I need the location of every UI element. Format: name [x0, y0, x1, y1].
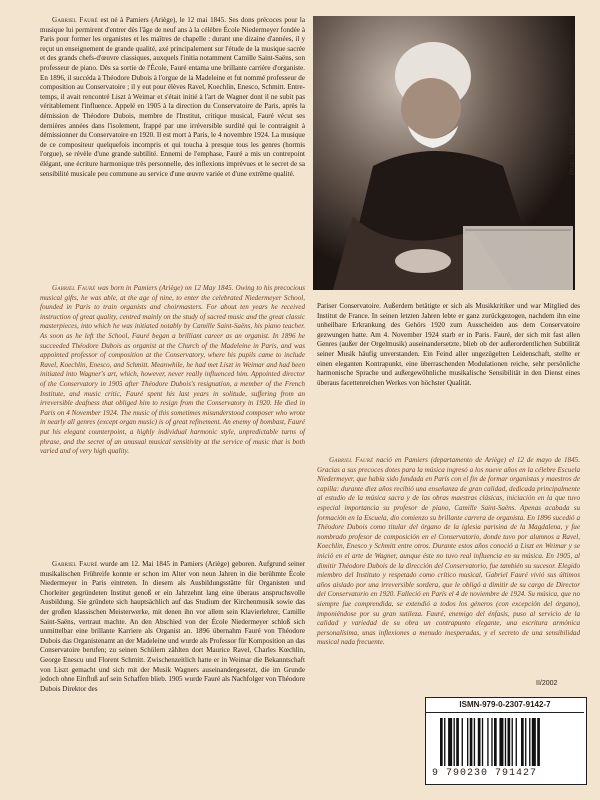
barcode-bar	[474, 718, 475, 766]
barcode-bar	[467, 718, 468, 766]
barcode-bar	[505, 718, 506, 766]
barcode-label	[425, 697, 587, 785]
barcode-bars	[440, 718, 572, 766]
barcode-bar	[521, 718, 524, 766]
biography-english-text: was born in Pamiers (Ariège) on 12 May 1845. Owing to his precocious musical gifts, he was able, at the age of nine, to enter the celebrated Niedermeyer School, founded in Paris to train organists and choirmasters. For about ten years he received instruction of great quality, centred mainly on the study of sacred music and the great classic masterpieces, into which he was initiated notably by Camille Saint-Saëns, his piano teacher. As soon as he left the School, Fauré began a brilliant career as an organist. In 1896 he succeeded Théodore Dubois as organist at the Church of the Madeleine in Paris, and was appointed professor of composition at the Conservatory, where his pupils came to include Ravel, Koechlin, Enesco, and Schmitt. Meanwhile, he had met Liszt in Weimar and had been initiated into Wagner's art, which, however, never really influenced him. Appointed director of the Conservatory in 1905 after Théodore Dubois's resignation, a member of the French Institute, and music critic, Fauré spent his last years in solitude, suffering from an irreversible deafness that obliged him to resign from the Conservatory in 1920. He died in Paris on 4 November 1924. The music of this sometimes misunderstood composer who wrote in nearly all genres (except organ music) is of great refinement. An enemy of bombast, Fauré put his elegant counterpoint, a highly individual harmonic style, unpredictable turns of phrase, and the secret of an unusual musical sensitivity at the service of music that is both varied and of very high quality.	[40, 284, 306, 456]
biography-spanish-text: nació en Pamiers (departamento de Ariège) el 12 de mayo de 1845. Gracias a sus precoces dotes para la música ingresó a los nueve años en la célebre Escuela Niedermeyer, que había sido fundada en París con el fin de formar organistas y maestros de capilla: durante diez años recibió una enseñanza de gran calidad, dedicada principalmente al estudio de la música sacra y de las obras maestras clásicas, iniciación en la que tuvo especial importancia su profesor de piano, Camille Saint-Saëns. Apenas acabada su formación en la Escuela, dio comienzo su brillante carrera de organista. En 1896 sucedió a Théodore Dubois como titular del órgano de la iglesia parisina de la Magdalena, y fue nombrado profesor de composición en el Conservatorio, donde tuvo por alumnos a Ravel, Koechlin, Enesco y Schmitt entre otros. Durante estos años conoció a Liszt en Weimar y se inició en el arte de Wagner, aunque éste no tuvo real influencia en su música. En 1905, al dimitir Théodore Dubois de la dirección del Conservatorio, fue también su sucesor. Elegido miembro del Instituto y respetado como crítico musical, Gabriel Fauré vivió sus últimos años aislado por una irreversible sordera, que le obligó a dimitir de su cargo de Director del Conservatorio en 1920. Falleció en París el 4 de noviembre de 1924. Su música, que no siempre fue comprendida, se extendió a todos los géneros (con excepción del órgano), imponiéndose por su gran sutileza. Fauré, enemigo del énfasis, puso al servicio de la calidad y variedad de su obra un contrapunto elegante, una escritura armónica personalísima, unas inflexiones a menudo inesperadas, y el secreto de una sensibilidad musical nada frecuente.	[317, 456, 580, 647]
barcode-bar	[440, 718, 443, 766]
barcode-bar	[512, 718, 513, 766]
barcode-bar	[478, 718, 481, 766]
composer-name-en: Gabriel Fauré	[52, 284, 96, 292]
biography-german-text: wurde am 12. Mai 1845 in Pamiers (Ariège) geboren. Aufgrund seiner musikalischen Frühreife konnte er schon im Alter von neun Jahren in die berühmte École Niedermeyer in Paris eintreten. In diesem als Ausbildungsstätte für Organisten und Chorleiter gegründeten Institut genoß er ein Jahrzehnt lang eine überaus anspruchsvolle Ausbildung. Sie gründete sich hauptsächlich auf das Studium der Kirchenmusik sowie das der großen klassischen Meisterwerke, mit denen ihn vor allem sein Klavierlehrer, Camille Saint-Saëns, vertraut machte. An den Abschied von der École Niedermeyer schloß sich unmittelbar eine brillante Karriere als Organist an. 1896 übernahm Fauré von Théodore Dubois das Organistenamt an der Madeleine und wurde als Professor für Komposition an das Conservatoire berufen; zu seinen Schülern zählten dort Maurice Ravel, Charles Kœchlin, George Enescu und Florent Schmitt. Zwischenzeitlich hatte er in Weimar die Bekanntschaft von Liszt gemacht und sich mit der Musik Wagners auseinandergesetzt, die im Grunde jedoch ohne Einfluß auf sein Schaffen blieb. 1905 wurde Fauré als Nachfolger von Théodore Dubois Direktor des	[40, 560, 305, 693]
barcode-bar	[491, 718, 492, 766]
barcode-bar	[487, 718, 488, 766]
biography-german	[40, 560, 305, 694]
photo-credit: Photo : Meliani Lodtec	[570, 115, 576, 175]
barcode-bar	[508, 718, 511, 766]
composer-name-fr: Gabriel Fauré	[52, 16, 98, 24]
barcode-bar	[448, 718, 452, 766]
barcode-bar	[499, 718, 503, 766]
biography-english	[40, 284, 305, 457]
biography-german-continued: Pariser Conservatoire. Außerdem betätigte er sich als Musikkritiker und war Mitglied des Institut de France. In seinen letzten Jahren lebte er ganz zurückgezogen, nachdem ihn eine unheilbare Erkrankung des Gehörs 1920 zum Ausscheiden aus dem Conservatoire gezwungen hatte. Am 4. November 1924 starb er in Paris. Fauré, der sich mit fast allen Genres (außer der Orgelmusik) auseinandersetzte, blieb ob der außerordentlichen Subtilität seiner Musik häufig unverstanden. Ein Feind aller ungezügelten Leidenschaft, stellte er einen eleganten Kontrapunkt, eine überraschenden Modulationen reiche, sehr persönliche harmonische Sprache und außergewöhnliche musikalische Sensibilität in den Dienst eines überaus facettenreichen Werkes von höchster Qualität.	[317, 302, 580, 387]
ismn-number: ISMN-979-0-2307-9142-7	[426, 698, 584, 713]
barcode-bar	[482, 718, 483, 766]
biography-spanish	[317, 456, 580, 648]
composer-name-de: Gabriel Fauré	[52, 560, 98, 568]
barcode-digits: 9 790230 791427	[432, 768, 538, 779]
portrait-illustration	[313, 16, 575, 290]
composer-name-es: Gabriel Fauré	[329, 456, 374, 464]
barcode-bar	[494, 718, 497, 766]
barcode-bar	[470, 718, 473, 766]
biography-french-text: est né à Pamiers (Ariège), le 12 mai 1845. Ses dons précoces pour la musique lui permirent d'entrer dès l'âge de neuf ans à la célèbre École Niedermeyer fondée à Paris pour former les organistes et les maîtres de chapelle : durant une dizaine d'années, il y reçut un enseignement de grande qualité, axé principalement sur l'étude de la musique sacrée et des grands chefs-d'œuvre classiques, auxquels l'initia notamment Camille Saint-Saëns, son professeur de piano. Dès sa sortie de l'École, Fauré entama une brillante carrière d'organiste. En 1896, il succéda à Théodore Dubois à l'orgue de la Madeleine et fut nommé professeur de composition au Conservatoire ; il y eut pour élèves Ravel, Koechlin, Enesco, Schmitt. Entre-temps, il avait rencontré Liszt à Weimar et s'était initié à l'art de Wagner dont il ne subit pas véritablement l'influence. Appelé en 1905 à la direction du Conservatoire de Paris, après la démission de Théodore Dubois, membre de l'Institut, critique musical, Fauré vécut ses dernières années dans l'isolement, frappé par une irréversible surdité qui le contraignit à démissionner du Conservatoire en 1920. Il est mort à Paris, le 4 novembre 1924. La musique de ce compositeur quelquefois incompris et qui toucha à presque tous les genres (hormis l'orgue), se révèle d'une grande subtilité. Ennemi de l'emphase, Fauré a mis un contrepoint élégant, une écriture harmonique très personnelle, des inflexions imprévues et le secret de sa sensibilité musicale peu commune au service d'une œuvre variée et d'une extrême qualité.	[40, 16, 305, 178]
barcode-bar	[454, 718, 455, 766]
composer-portrait-photo	[313, 16, 575, 290]
barcode-bar	[537, 718, 540, 766]
barcode-bar	[532, 718, 536, 766]
edition-date-code: II/2002	[536, 680, 558, 687]
barcode-bar	[462, 718, 463, 766]
barcode-bar	[529, 718, 530, 766]
biography-french	[40, 16, 305, 179]
barcode-bar	[456, 718, 459, 766]
barcode-bar	[444, 718, 445, 766]
barcode-bar	[525, 718, 526, 766]
barcode-bar	[516, 718, 517, 766]
